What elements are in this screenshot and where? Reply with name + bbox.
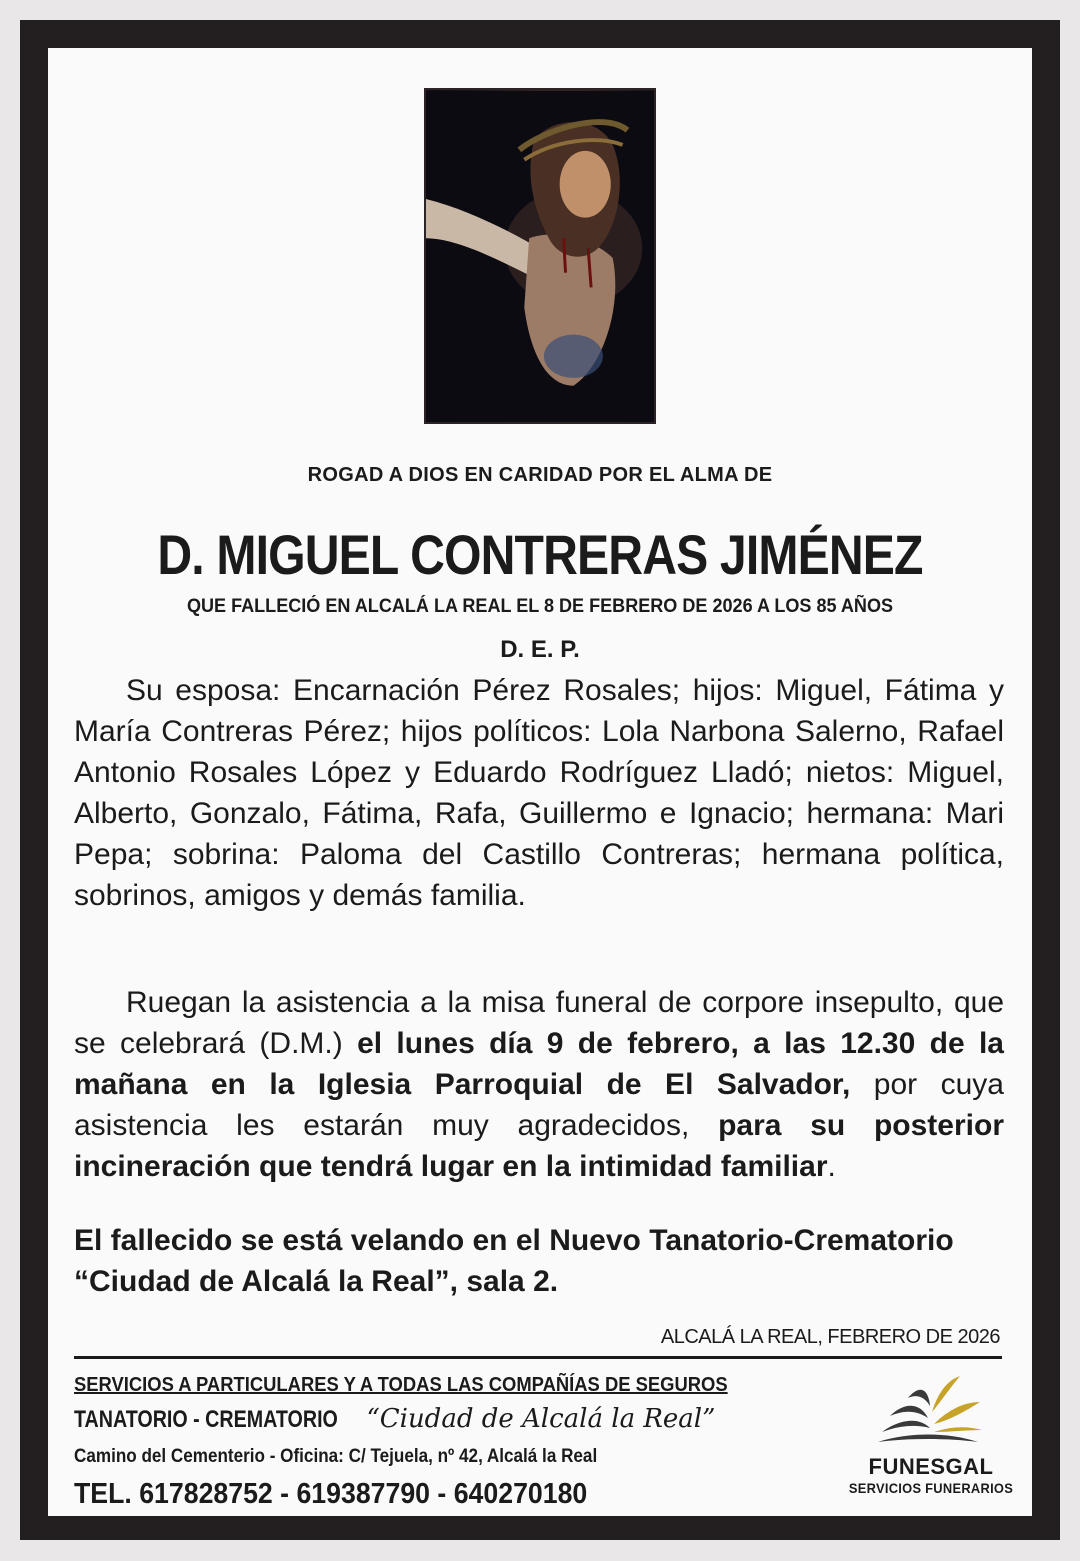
funeral-paragraph	[74, 982, 1004, 1187]
death-details: QUE FALLECIÓ EN ALCALÁ LA REAL EL 8 DE FEBRERO DE 2026 A LOS 85 AÑOS	[186, 596, 894, 617]
funeral-end: .	[827, 1150, 836, 1183]
brand-subtitle: SERVICIOS FUNERARIOS	[848, 1480, 1014, 1496]
funesgal-brand	[836, 1454, 1026, 1496]
deceased-name: D. MIGUEL CONTRERAS JIMÉNEZ	[157, 523, 923, 586]
tanatorio-name: “Ciudad de Alcalá la Real”	[366, 1404, 716, 1434]
services-line: SERVICIOS A PARTICULARES Y A TODAS LAS COMPAÑÍAS DE SEGUROS	[74, 1374, 728, 1396]
footer-divider	[74, 1356, 1002, 1359]
tanatorio-line	[74, 1404, 715, 1434]
velatorio-paragraph: El fallecido se está velando en el Nuevo Tanatorio-Crematorio “Ciudad de Alcalá la Real”, sala 2.	[74, 1224, 954, 1298]
family-paragraph: Su esposa: Encarnación Pérez Rosales; hijos: Miguel, Fátima y María Contreras Pérez; hijos políticos: Lola Narbona Salerno, Rafael Antonio Rosales López y Eduardo Rodríguez Lladó; nietos: Miguel, Alberto, Gonzalo, Fátima, Rafa, Guillermo e Ignacio; hermana: Mari Pepa; sobrina: Paloma del Castillo Contreras; hermana política, sobrinos, amigos y demás familia.	[74, 674, 1004, 912]
phone-numbers: TEL. 617828752 - 619387790 - 640270180	[74, 1478, 588, 1510]
brand-name: FUNESGAL	[868, 1454, 994, 1479]
christ-crucified-photo	[424, 88, 656, 424]
funeral-date-location: el lunes día 9 de febrero, a las 12.30 de la mañana en la Iglesia Parroquial de El Salvador,	[74, 1027, 1004, 1101]
place-date: ALCALÁ LA REAL, FEBRERO DE 2026	[660, 1326, 1000, 1348]
funeral-text-1: Ruegan la asistencia a la misa funeral de corpore insepulto, que se celebrará (D.M.)	[74, 986, 1004, 1060]
dep-label: D. E. P.	[500, 636, 580, 663]
rogad-heading: ROGAD A DIOS EN CARIDAD POR EL ALMA DE	[307, 464, 773, 486]
address-line: Camino del Cementerio - Oficina: C/ Tejuela, nº 42, Alcalá la Real	[74, 1446, 598, 1467]
funeral-text-2: por cuya asistencia les estarán muy agradecidos,	[74, 1068, 1004, 1142]
incineration-note: para su posterior incineración que tendrá lugar en la intimidad familiar	[74, 1109, 1004, 1183]
tanatorio-label: TANATORIO - CREMATORIO	[74, 1406, 338, 1433]
funesgal-leaf-logo-icon	[868, 1372, 988, 1448]
crucifix-image	[426, 90, 654, 422]
